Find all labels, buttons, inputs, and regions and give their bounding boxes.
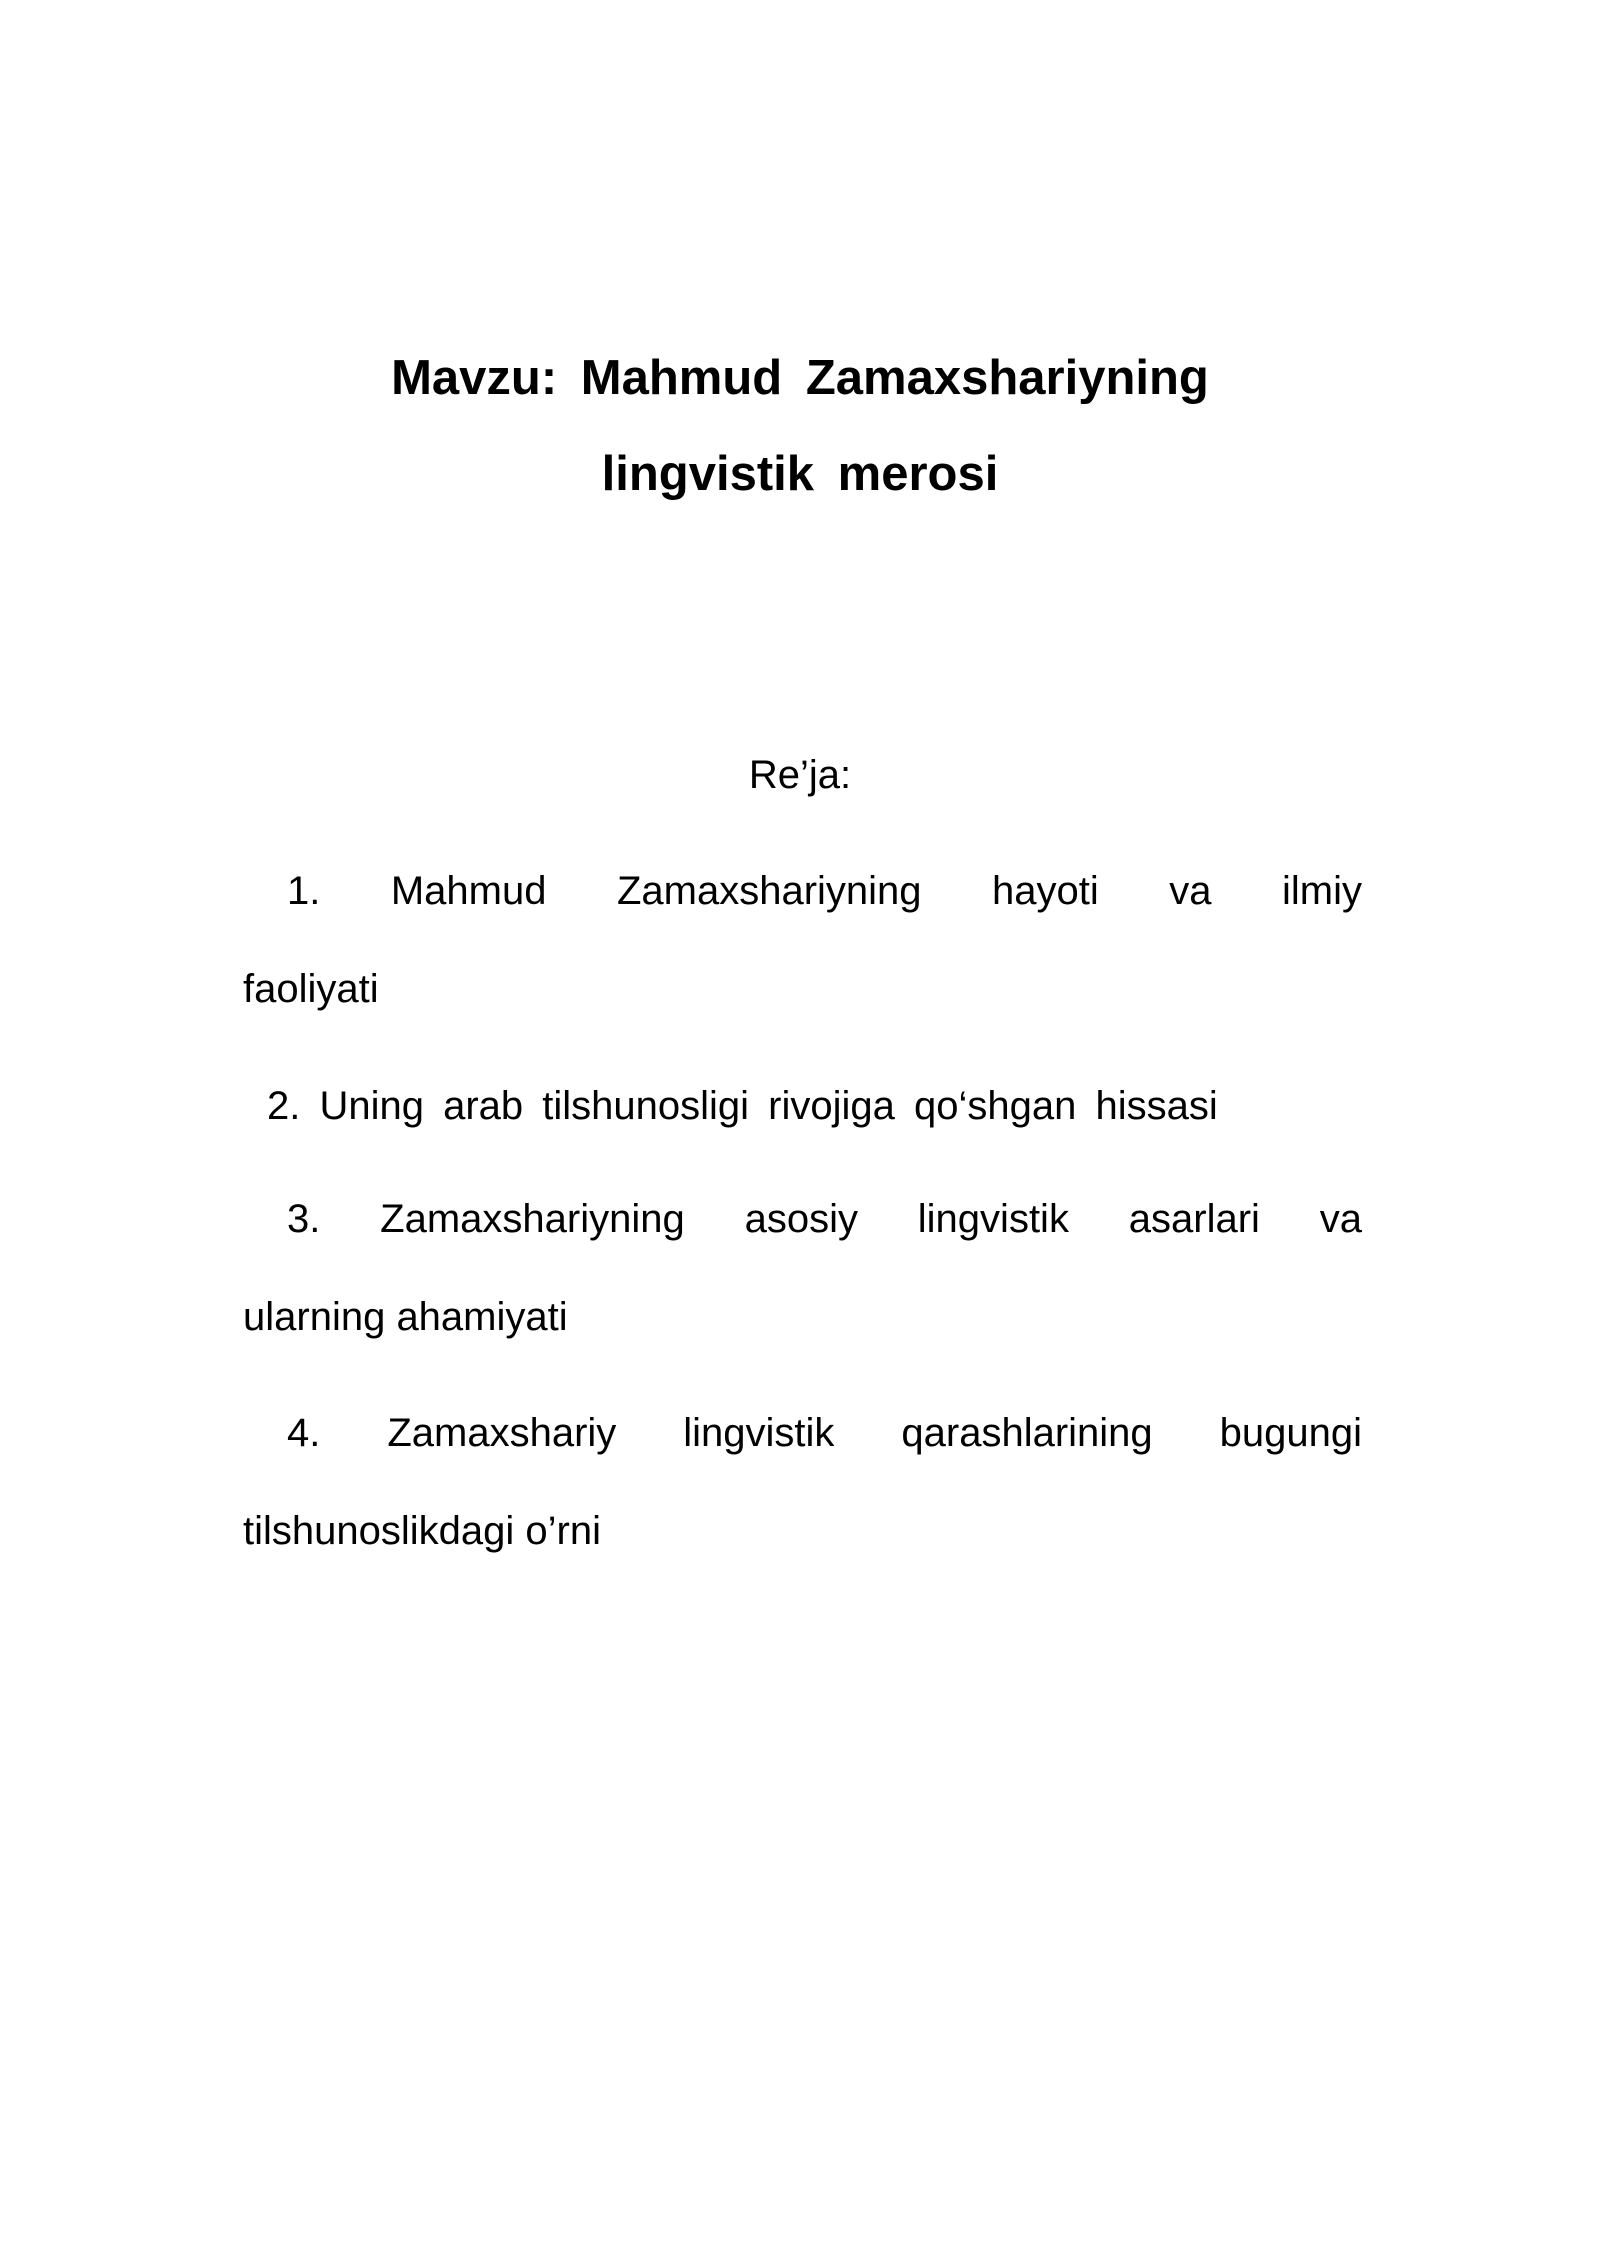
title-line-2: lingvistik merosi bbox=[601, 447, 999, 501]
plan-item-2 bbox=[243, 1057, 1362, 1155]
plan-item-1 bbox=[243, 842, 1362, 1038]
plan-item-4-line-2: tilshunoslikdagi o’rni bbox=[243, 1509, 601, 1553]
page-title bbox=[0, 330, 1600, 522]
plan-item-4-line-1: 4. Zamaxshariy lingvistik qarashlarining bugungi bbox=[287, 1411, 1362, 1455]
plan-item-3 bbox=[243, 1170, 1362, 1366]
title-line-1: Mavzu: Mahmud Zamaxshariyning bbox=[391, 351, 1209, 405]
plan-item-3-line-2: ularning ahamiyati bbox=[243, 1295, 568, 1339]
plan-item-3-line-1: 3. Zamaxshariyning asosiy lingvistik asarlari va bbox=[287, 1197, 1362, 1241]
plan-item-1-line-1: 1. Mahmud Zamaxshariyning hayoti va ilmiy bbox=[287, 869, 1362, 913]
plan-item-1-line-2: faoliyati bbox=[243, 967, 379, 1011]
plan-heading: Re’ja: bbox=[748, 753, 852, 797]
plan-item-2-line-1: 2. Uning arab tilshunosligi rivojiga qo‘shgan hissasi bbox=[267, 1084, 1218, 1128]
plan-item-4 bbox=[243, 1384, 1362, 1580]
